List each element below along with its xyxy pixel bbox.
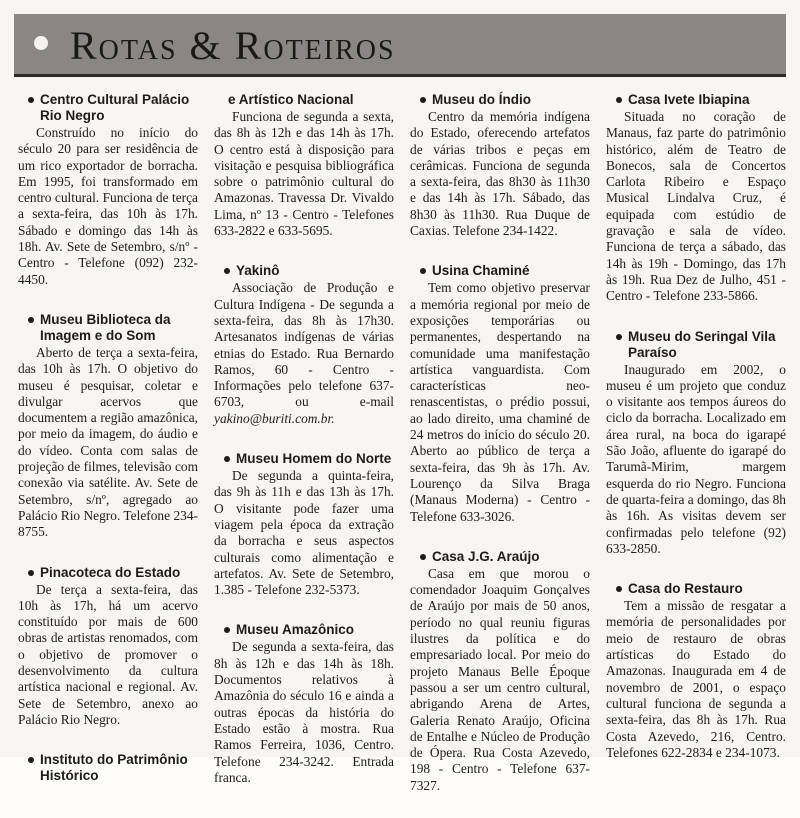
- entry-title: Yakinô: [214, 263, 394, 279]
- entry-body: Associação de Produção e Cultura Indígena - De segunda a sexta-feira, das 8h às 17h30. Artesanatos indígenas de várias etnias do Estado. Rua Bernardo Ramos, 60 - Centro - Informações pelo telefone 637-6703, ou e-mail yakino@buriti.com.br.: [214, 280, 394, 426]
- entry-title: e Artístico Nacional: [228, 92, 354, 107]
- entry-casa-ivete: [606, 92, 786, 305]
- entry-museu-seringal: [606, 329, 786, 558]
- entry-title: Casa J.G. Araújo: [410, 549, 590, 565]
- entry-title: Casa do Restauro: [606, 581, 786, 597]
- entry-body: Casa em que morou o comendador Joaquim Gonçalves de Araújo por mais de 50 anos, período no qual reuniu figuras ilustres da política e do empresariado local. Por meio do projeto Manaus Belle Époque passou a ser um centro cultural, abrigando Arena de Artes, Galeria Renato Araújo, Oficina de Entalhe e Núcleo de Produção de Ópera. Rua Costa Azevedo, 198 - Centro - Telefone 637-7327.: [410, 565, 590, 793]
- entry-title: Museu Homem do Norte: [214, 451, 394, 467]
- entry-museu-amazonico: [214, 622, 394, 786]
- entry-title: Museu Amazônico: [214, 622, 394, 638]
- entry-body: Tem a missão de resgatar a memória de personalidades por meio de restauro de obras artísticas do Estado do Amazonas. Inaugurada em 4 de novembro de 2001, o espaço cultural funciona de segunda a sexta-feira, das 8h às 17h. Rua Costa Azevedo, 216, Centro. Telefones 622-2834 e 234-1073.: [606, 598, 786, 760]
- entry-title: Centro Cultural Palácio Rio Negro: [18, 92, 198, 124]
- section-title: Rotas & Roteiros: [70, 23, 396, 68]
- entry-title: Instituto do Patrimônio Histórico: [18, 752, 198, 784]
- entry-title: Usina Chaminé: [410, 263, 590, 279]
- bullet-icon: [224, 268, 230, 274]
- entry-title: Pinacoteca do Estado: [18, 565, 198, 581]
- column-3: [410, 92, 590, 818]
- entry-body: Tem como objetivo preservar a memória regional por meio de exposições temporárias ou permanentes, despertando na comunidade uma manifestação artística vanguardista. Com características neo-renascentistas, o prédio possui, ao lado direito, uma chaminé de 24 metros do início do século 20. Aberto ao público de terça a sexta-feira, das 9h às 17h. Av. Lourenço da Silva Braga (Manaus Moderna) - Centro - Telefone 633-3026.: [410, 280, 590, 524]
- entry-usina-chamine: [410, 263, 590, 524]
- entry-instituto: [18, 752, 198, 784]
- entry-body: Inaugurado em 2002, o museu é um projeto que conduz o visitante aos tempos áureos do ciclo da borracha. Localizado em área rural, na boca do igarapé São João, afluente do igarapé do Tarumã-Mirim, margem esquerda do rio Negro. Funciona de quarta-feira a domingo, das 8h às 16h. As visitas devem ser confirmadas pelo telefone (92) 633-2850.: [606, 361, 786, 556]
- entry-body: De segunda a sexta-feira, das 8h às 12h e das 14h às 18h. Documentos relativos à Amazônia do século 16 e ainda a outras épocas da história do Estado estão à mostra. Rua Ramos Ferreira, 1036, Centro. Telefone 234-3242. Entrada franca.: [214, 639, 394, 785]
- entry-body: De segunda a quinta-feira, das 9h às 11h e das 13h às 17h. O visitante pode fazer uma viagem pela época da extração da borracha e seus aspectos culturais como alimentação e artefatos. Av. Sete de Setembro, 1.385 - Telefone 232-5373.: [214, 468, 394, 598]
- section-header: [14, 14, 786, 77]
- entry-iphan-continued: [214, 92, 394, 239]
- bullet-icon: [28, 97, 34, 103]
- bullet-icon: [224, 456, 230, 462]
- bullet-icon: [616, 334, 622, 340]
- email-link[interactable]: yakino@buriti.com.br.: [214, 410, 335, 426]
- entry-casa-jg-araujo: [410, 549, 590, 794]
- bullet-icon: [420, 97, 426, 103]
- entry-body: Situada no coração de Manaus, faz parte do patrimônio histórico, além de Teatro de Bonecos, sala de Concertos Carlota Ribeiro e Espaço Musical Lindalva Cruz, é equipada com estúdio de gravação e sala de vídeo. Funciona de terça a sábado, das 14h às 19h - Domingo, das 17h às 19h. Rua Dez de Julho, 451 - Centro - Telefone 233-5866.: [606, 109, 786, 304]
- bullet-icon: [28, 757, 34, 763]
- bullet-icon: [420, 268, 426, 274]
- entry-body: De terça a sexta-feira, das 10h às 17h, há um acervo constituído por mais de 600 obras de artistas renomados, com o objetivo de promover o desenvolvimento da cultura artística nacional e regional. Av. Sete de Setembro, anexo ao Palácio Rio Negro.: [18, 581, 198, 727]
- entry-body: Centro da memória indígena do Estado, oferecendo artefatos de várias tribos e peças em cerâmicas. Funciona de segunda a sexta-feira, das 8h30 às 11h30 e das 14h às 17h. Sábado, das 8h30 às 11h30. Rua Duque de Caxias. Telefone 234-1422.: [410, 109, 590, 239]
- bullet-icon: [28, 570, 34, 576]
- bullet-icon: [224, 627, 230, 633]
- bullet-icon: [420, 554, 426, 560]
- bullet-icon: [616, 586, 622, 592]
- column-4: [606, 92, 786, 785]
- column-1: [18, 92, 198, 808]
- bullet-icon: [28, 317, 34, 323]
- entry-body: Construído no início do século 20 para ser residência de um rico exportador de borracha. Em 1995, foi transformado em centro cultural. Funciona de terça a sexta-feira, das 10h às 17h. Sábado e domingo das 14h às 18h. Av. Sete de Setembro, s/nº - Centro - Telefone (092) 232-4450.: [18, 125, 198, 287]
- entry-museu-biblioteca: [18, 312, 198, 541]
- entry-museu-homem: [214, 451, 394, 598]
- entry-title: Museu do Índio: [410, 92, 590, 108]
- entry-body: Aberto de terça a sexta-feira, das 10h às 17h. O objetivo do museu é pesquisar, coletar e divulgar acervos que documentem a região amazônica, por meio da imagem, do áudio e do vídeo. Conta com salas de projeção de filmes, televisão com conexão via satélite. Av. Sete de Setembro, s/nº, agregado ao Palácio Rio Negro. Telefone 234-8755.: [18, 344, 198, 540]
- bullet-icon: [616, 97, 622, 103]
- entry-yakino: [214, 263, 394, 427]
- entry-casa-restauro: [606, 581, 786, 761]
- entry-title: Museu Biblioteca da Imagem e do Som: [18, 312, 198, 344]
- entry-title: Museu do Seringal Vila Paraíso: [606, 329, 786, 361]
- entry-museu-indio: [410, 92, 590, 239]
- column-2: [214, 92, 394, 810]
- entry-pinacoteca: [18, 565, 198, 729]
- entry-body: Funciona de segunda a sexta, das 8h às 12h e das 14h às 17h. O centro está à disposição para visitação e pesquisa bibliográfica sobre o patrimônio cultural do Amazonas. Travessa Dr. Vivaldo Lima, nº 13 - Centro - Telefones 633-2822 e 633-5695.: [214, 109, 394, 239]
- bullet-icon: [34, 36, 48, 50]
- entry-title: Casa Ivete Ibiapina: [606, 92, 786, 108]
- entry-centro-cultural: [18, 92, 198, 288]
